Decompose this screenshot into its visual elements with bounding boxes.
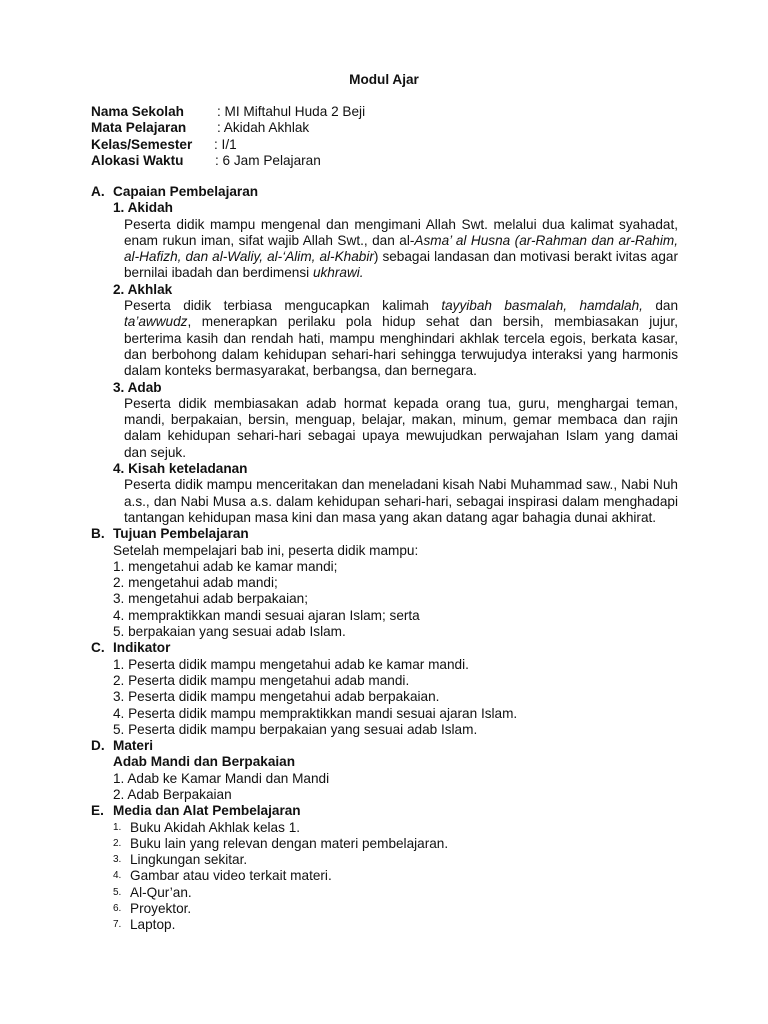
list-item [113,901,678,917]
list-text: Al-Qur’an. [130,884,192,900]
identity-value: : 6 Jam Pelajaran [215,152,321,168]
identity-label: Mata Pelajaran [91,120,187,136]
paragraph-text: , menerapkan perilaku pola hidup sehat dan bersih, membiasakan jujur, berterima kasih dan rendah hati, mampu menghindari akhlak tercela egois, berkata kasar, dan berbohong dalam kehidupan sehari-hari sehingga terwujudya interaksi yang harmonis dalam konteks bermasyarakat, berbangsa, dan bernegara. [124,314,678,379]
paragraph-akidah [91,217,678,282]
list-text: Lingkungan sekitar. [130,852,248,868]
section-heading-e [91,803,678,819]
list-text: Buku lain yang relevan dengan materi pembelajaran. [130,835,449,851]
identity-block [91,104,366,169]
paragraph-italic: ta’awwudz [124,314,188,330]
list-text: Gambar atau video terkait materi. [130,868,332,884]
subsection-heading: 3. Adab [113,379,162,395]
section-title: Indikator [113,640,171,656]
identity-value: : I/1 [214,136,237,152]
identity-row [91,120,310,136]
identity-label: Kelas/Semester [91,136,193,152]
list-text: Proyektor. [130,901,192,917]
paragraph-text: Peserta didik mampu mengenal dan mengimani Allah Swt. melalui dua kalimat syahadat, enam rukun iman, sifat wajib Allah Swt., dan al- [124,216,678,248]
section-letter: E. [91,803,104,819]
list-number: 4. [113,870,122,882]
subsection-kisah [91,461,678,477]
subsection-heading: 4. Kisah keteladanan [113,461,248,477]
paragraph-text: Peserta didik terbiasa mengucapkan kalimah [124,298,442,314]
list-item: 2. Peserta didik mampu mengetahui adab mandi. [113,672,410,688]
list-item: 1. Adab ke Kamar Mandi dan Mandi [113,770,330,786]
list-item [113,836,678,852]
media-list [91,820,678,934]
identity-label: Nama Sekolah [91,104,184,119]
list-item: 4. mempraktikkan mandi sesuai ajaran Islam; serta [113,607,420,623]
section-letter: A. [91,184,105,199]
list-number: 2. [113,837,122,849]
list-item: 2. Adab Berpakaian [113,786,232,802]
list-number: 3. [113,854,122,866]
list-item [113,885,678,901]
list-item [113,852,678,868]
list-item: 1. Peserta didik mampu mengetahui adab ke kamar mandi. [113,656,469,672]
subsection-adab [91,380,678,396]
section-heading-b [91,526,678,542]
paragraph-italic: Asma’ al Husna (ar-Rahman dan ar-Rahim, al-Hafizh, dan al-Waliy, al-‘Alim, al-Khabir [124,232,678,265]
identity-row [91,152,321,169]
list-item: 1. mengetahui adab ke kamar mandi; [113,558,338,574]
identity-value: : MI Miftahul Huda 2 Beji [217,104,366,119]
paragraph-adab: Peserta didik membiasakan adab hormat kepada orang tua, guru, menghargai teman, mandi, berpakaian, bersin, menguap, belajar, makan, minum, gemar membaca dan rajin dalam kehidupan sehari-hari sebagai upaya mewujudkan perwajahan Islam yang damai dan sejuk. [124,395,678,460]
paragraph-text: dan [642,298,679,314]
list-item [113,917,678,933]
section-title: Capaian Pembelajaran [113,184,259,199]
paragraph-text: ) sebagai landasan dan motivasi berakt ivitas agar bernilai ibadah dan berdimensi [124,249,678,281]
list-item: 5. berpakaian yang sesuai adab Islam. [113,624,346,640]
identity-row [91,104,366,120]
list-item [113,820,678,836]
list-item: 2. mengetahui adab mandi; [113,575,278,591]
materi-subtitle: Adab Mandi dan Berpakaian [113,754,296,770]
identity-row [91,136,237,153]
document-title: Modul Ajar [349,72,419,87]
section-title: Media dan Alat Pembelajaran [113,803,301,819]
list-item: 3. mengetahui adab berpakaian; [113,591,308,607]
list-number: 5. [113,886,122,898]
list-item [113,868,678,884]
list-text: Laptop. [130,917,176,933]
subsection-heading: 1. Akidah [113,200,173,216]
identity-value: : Akidah Akhlak [217,120,310,136]
section-title: Tujuan Pembelajaran [113,526,249,542]
document-body [91,184,678,934]
paragraph-italic: tayyibah basmalah, hamdalah, [441,298,643,314]
section-heading-c [91,640,678,656]
section-intro: Setelah mempelajari bab ini, peserta didik mampu: [113,542,419,558]
paragraph-italic: ukhrawi. [312,265,364,281]
section-letter: D. [91,738,105,754]
subsection-heading: 2. Akhlak [113,281,173,297]
paragraph-kisah: Peserta didik mampu menceritakan dan meneladani kisah Nabi Muhammad saw., Nabi Nuh a.s., dan Nabi Musa a.s. dalam kehidupan sehari-hari, sebagai inspirasi dalam menghadapi tantangan kehidupan masa kini dan masa yang akan datang agar bahagia dunai akhirat. [124,477,678,525]
identity-label: Alokasi Waktu [91,152,184,168]
section-letter: C. [91,640,105,656]
list-number: 6. [113,903,122,915]
section-title: Materi [113,738,154,754]
section-heading-a [91,184,678,200]
list-number: 7. [113,919,122,931]
list-item: 4. Peserta didik mampu mempraktikkan mandi sesuai ajaran Islam. [113,705,518,721]
section-letter: B. [91,526,105,542]
subsection-akidah [91,200,678,216]
list-number: 1. [113,821,122,833]
list-item: 5. Peserta didik mampu berpakaian yang sesuai adab Islam. [113,721,478,737]
section-heading-d [91,738,678,754]
list-text: Buku Akidah Akhlak kelas 1. [130,819,301,835]
list-item: 3. Peserta didik mampu mengetahui adab berpakaian. [113,689,440,705]
paragraph-akhlak [91,298,678,379]
subsection-akhlak [91,282,678,298]
